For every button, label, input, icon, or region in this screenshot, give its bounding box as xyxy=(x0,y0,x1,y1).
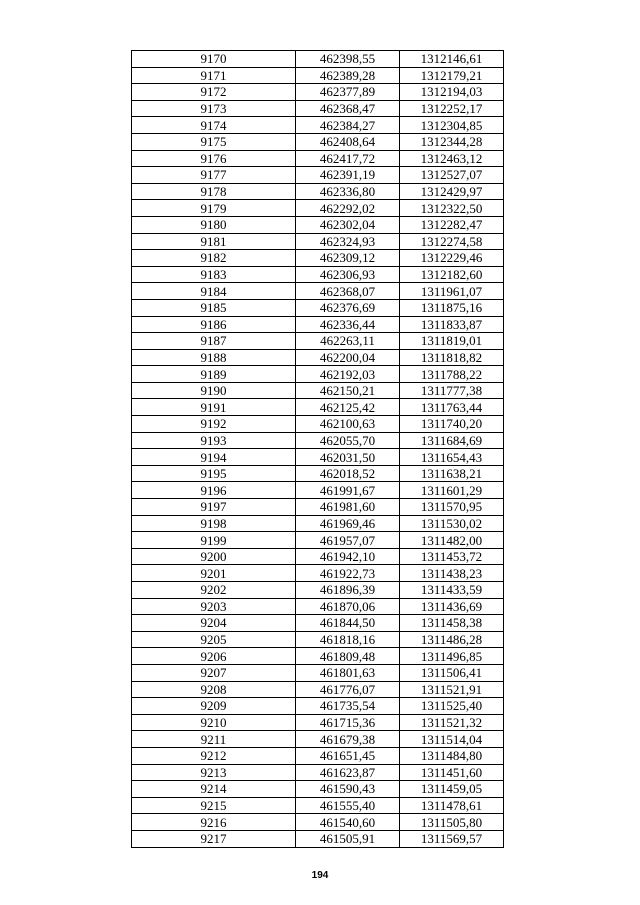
table-row xyxy=(132,67,504,84)
point-number-cell: 9205 xyxy=(132,631,296,648)
point-number-cell: 9198 xyxy=(132,515,296,532)
point-number-cell: 9175 xyxy=(132,133,296,150)
y-coordinate-cell: 1312304,85 xyxy=(400,117,504,134)
x-coordinate-cell: 461735,54 xyxy=(296,698,400,715)
x-coordinate-cell: 461623,87 xyxy=(296,764,400,781)
table-row xyxy=(132,233,504,250)
y-coordinate-cell: 1311788,22 xyxy=(400,366,504,383)
point-number-cell: 9195 xyxy=(132,465,296,482)
y-coordinate-cell: 1312463,12 xyxy=(400,150,504,167)
table-row xyxy=(132,349,504,366)
table-row xyxy=(132,814,504,831)
point-number-cell: 9199 xyxy=(132,532,296,549)
point-number-cell: 9194 xyxy=(132,449,296,466)
point-number-cell: 9207 xyxy=(132,664,296,681)
y-coordinate-cell: 1312527,07 xyxy=(400,167,504,184)
x-coordinate-cell: 461922,73 xyxy=(296,565,400,582)
table-row xyxy=(132,615,504,632)
x-coordinate-cell: 462384,27 xyxy=(296,117,400,134)
x-coordinate-cell: 462368,07 xyxy=(296,283,400,300)
point-number-cell: 9178 xyxy=(132,183,296,200)
x-coordinate-cell: 461590,43 xyxy=(296,781,400,798)
point-number-cell: 9180 xyxy=(132,216,296,233)
table-row xyxy=(132,515,504,532)
x-coordinate-cell: 462150,21 xyxy=(296,382,400,399)
x-coordinate-cell: 461505,91 xyxy=(296,830,400,847)
x-coordinate-cell: 461870,06 xyxy=(296,598,400,615)
table-row xyxy=(132,216,504,233)
x-coordinate-cell: 462031,50 xyxy=(296,449,400,466)
point-number-cell: 9186 xyxy=(132,316,296,333)
point-number-cell: 9201 xyxy=(132,565,296,582)
point-number-cell: 9179 xyxy=(132,200,296,217)
table-row xyxy=(132,781,504,798)
x-coordinate-cell: 461818,16 xyxy=(296,631,400,648)
point-number-cell: 9183 xyxy=(132,266,296,283)
point-number-cell: 9182 xyxy=(132,250,296,267)
table-row xyxy=(132,648,504,665)
y-coordinate-cell: 1311486,28 xyxy=(400,631,504,648)
point-number-cell: 9213 xyxy=(132,764,296,781)
y-coordinate-cell: 1311496,85 xyxy=(400,648,504,665)
table-row xyxy=(132,133,504,150)
y-coordinate-cell: 1311638,21 xyxy=(400,465,504,482)
table-row xyxy=(132,482,504,499)
table-row xyxy=(132,399,504,416)
point-number-cell: 9216 xyxy=(132,814,296,831)
x-coordinate-cell: 462398,55 xyxy=(296,51,400,68)
x-coordinate-cell: 462408,64 xyxy=(296,133,400,150)
table-row xyxy=(132,266,504,283)
y-coordinate-cell: 1311961,07 xyxy=(400,283,504,300)
x-coordinate-cell: 462200,04 xyxy=(296,349,400,366)
x-coordinate-cell: 461844,50 xyxy=(296,615,400,632)
x-coordinate-cell: 462377,89 xyxy=(296,84,400,101)
point-number-cell: 9170 xyxy=(132,51,296,68)
y-coordinate-cell: 1312229,46 xyxy=(400,250,504,267)
x-coordinate-cell: 462391,19 xyxy=(296,167,400,184)
point-number-cell: 9172 xyxy=(132,84,296,101)
point-number-cell: 9177 xyxy=(132,167,296,184)
point-number-cell: 9192 xyxy=(132,416,296,433)
y-coordinate-cell: 1311453,72 xyxy=(400,548,504,565)
table-row xyxy=(132,51,504,68)
table-row xyxy=(132,465,504,482)
y-coordinate-cell: 1312252,17 xyxy=(400,100,504,117)
table-row xyxy=(132,432,504,449)
x-coordinate-cell: 462125,42 xyxy=(296,399,400,416)
y-coordinate-cell: 1311521,91 xyxy=(400,681,504,698)
y-coordinate-cell: 1311654,43 xyxy=(400,449,504,466)
y-coordinate-cell: 1311433,59 xyxy=(400,582,504,599)
point-number-cell: 9200 xyxy=(132,548,296,565)
table-row xyxy=(132,167,504,184)
x-coordinate-cell: 462368,47 xyxy=(296,100,400,117)
x-coordinate-cell: 461942,10 xyxy=(296,548,400,565)
table-row xyxy=(132,416,504,433)
y-coordinate-cell: 1311438,23 xyxy=(400,565,504,582)
page-number: 194 xyxy=(311,870,329,881)
y-coordinate-cell: 1311570,95 xyxy=(400,499,504,516)
y-coordinate-cell: 1311601,29 xyxy=(400,482,504,499)
y-coordinate-cell: 1312344,28 xyxy=(400,133,504,150)
x-coordinate-cell: 462376,69 xyxy=(296,299,400,316)
y-coordinate-cell: 1311521,32 xyxy=(400,714,504,731)
y-coordinate-cell: 1311459,05 xyxy=(400,781,504,798)
y-coordinate-cell: 1311514,04 xyxy=(400,731,504,748)
y-coordinate-cell: 1311777,38 xyxy=(400,382,504,399)
point-number-cell: 9187 xyxy=(132,333,296,350)
x-coordinate-cell: 462389,28 xyxy=(296,67,400,84)
table-row xyxy=(132,200,504,217)
x-coordinate-cell: 461801,63 xyxy=(296,664,400,681)
x-coordinate-cell: 461540,60 xyxy=(296,814,400,831)
x-coordinate-cell: 462302,04 xyxy=(296,216,400,233)
point-number-cell: 9181 xyxy=(132,233,296,250)
point-number-cell: 9184 xyxy=(132,283,296,300)
table-row xyxy=(132,316,504,333)
y-coordinate-cell: 1311569,57 xyxy=(400,830,504,847)
point-number-cell: 9174 xyxy=(132,117,296,134)
table-row xyxy=(132,299,504,316)
point-number-cell: 9188 xyxy=(132,349,296,366)
y-coordinate-cell: 1311458,38 xyxy=(400,615,504,632)
table-row xyxy=(132,764,504,781)
y-coordinate-cell: 1311819,01 xyxy=(400,333,504,350)
table-row xyxy=(132,598,504,615)
y-coordinate-cell: 1311530,02 xyxy=(400,515,504,532)
point-number-cell: 9202 xyxy=(132,582,296,599)
y-coordinate-cell: 1311505,80 xyxy=(400,814,504,831)
point-number-cell: 9217 xyxy=(132,830,296,847)
y-coordinate-cell: 1311833,87 xyxy=(400,316,504,333)
x-coordinate-cell: 461555,40 xyxy=(296,797,400,814)
x-coordinate-cell: 462309,12 xyxy=(296,250,400,267)
x-coordinate-cell: 462306,93 xyxy=(296,266,400,283)
y-coordinate-cell: 1312146,61 xyxy=(400,51,504,68)
y-coordinate-cell: 1311684,69 xyxy=(400,432,504,449)
point-number-cell: 9193 xyxy=(132,432,296,449)
point-number-cell: 9191 xyxy=(132,399,296,416)
point-number-cell: 9176 xyxy=(132,150,296,167)
y-coordinate-cell: 1312194,03 xyxy=(400,84,504,101)
y-coordinate-cell: 1311763,44 xyxy=(400,399,504,416)
table-row xyxy=(132,117,504,134)
coordinates-table-body xyxy=(132,51,504,848)
y-coordinate-cell: 1312429,97 xyxy=(400,183,504,200)
point-number-cell: 9208 xyxy=(132,681,296,698)
table-row xyxy=(132,565,504,582)
point-number-cell: 9197 xyxy=(132,499,296,516)
table-row xyxy=(132,449,504,466)
table-row xyxy=(132,499,504,516)
x-coordinate-cell: 462055,70 xyxy=(296,432,400,449)
y-coordinate-cell: 1312274,58 xyxy=(400,233,504,250)
x-coordinate-cell: 461776,07 xyxy=(296,681,400,698)
table-row xyxy=(132,631,504,648)
table-row xyxy=(132,150,504,167)
table-row xyxy=(132,548,504,565)
y-coordinate-cell: 1311451,60 xyxy=(400,764,504,781)
y-coordinate-cell: 1311818,82 xyxy=(400,349,504,366)
x-coordinate-cell: 462336,44 xyxy=(296,316,400,333)
table-row xyxy=(132,532,504,549)
table-row xyxy=(132,681,504,698)
table-row xyxy=(132,731,504,748)
table-row xyxy=(132,797,504,814)
table-row xyxy=(132,366,504,383)
table-row xyxy=(132,582,504,599)
y-coordinate-cell: 1311436,69 xyxy=(400,598,504,615)
y-coordinate-cell: 1312322,50 xyxy=(400,200,504,217)
y-coordinate-cell: 1312282,47 xyxy=(400,216,504,233)
x-coordinate-cell: 462292,02 xyxy=(296,200,400,217)
x-coordinate-cell: 461715,36 xyxy=(296,714,400,731)
y-coordinate-cell: 1311484,80 xyxy=(400,747,504,764)
y-coordinate-cell: 1311875,16 xyxy=(400,299,504,316)
point-number-cell: 9171 xyxy=(132,67,296,84)
x-coordinate-cell: 462336,80 xyxy=(296,183,400,200)
point-number-cell: 9204 xyxy=(132,615,296,632)
table-row xyxy=(132,250,504,267)
table-row xyxy=(132,698,504,715)
point-number-cell: 9185 xyxy=(132,299,296,316)
point-number-cell: 9206 xyxy=(132,648,296,665)
x-coordinate-cell: 462018,52 xyxy=(296,465,400,482)
x-coordinate-cell: 462192,03 xyxy=(296,366,400,383)
table-row xyxy=(132,747,504,764)
y-coordinate-cell: 1311482,00 xyxy=(400,532,504,549)
x-coordinate-cell: 461981,60 xyxy=(296,499,400,516)
point-number-cell: 9189 xyxy=(132,366,296,383)
x-coordinate-cell: 461679,38 xyxy=(296,731,400,748)
y-coordinate-cell: 1312182,60 xyxy=(400,266,504,283)
x-coordinate-cell: 462263,11 xyxy=(296,333,400,350)
y-coordinate-cell: 1311525,40 xyxy=(400,698,504,715)
y-coordinate-cell: 1311740,20 xyxy=(400,416,504,433)
table-row xyxy=(132,84,504,101)
x-coordinate-cell: 461969,46 xyxy=(296,515,400,532)
table-row xyxy=(132,183,504,200)
table-row xyxy=(132,333,504,350)
x-coordinate-cell: 462324,93 xyxy=(296,233,400,250)
x-coordinate-cell: 461651,45 xyxy=(296,747,400,764)
x-coordinate-cell: 461957,07 xyxy=(296,532,400,549)
table-row xyxy=(132,714,504,731)
point-number-cell: 9203 xyxy=(132,598,296,615)
y-coordinate-cell: 1312179,21 xyxy=(400,67,504,84)
x-coordinate-cell: 462417,72 xyxy=(296,150,400,167)
table-row xyxy=(132,382,504,399)
x-coordinate-cell: 462100,63 xyxy=(296,416,400,433)
point-number-cell: 9211 xyxy=(132,731,296,748)
point-number-cell: 9173 xyxy=(132,100,296,117)
table-row xyxy=(132,283,504,300)
table-row xyxy=(132,664,504,681)
y-coordinate-cell: 1311506,41 xyxy=(400,664,504,681)
point-number-cell: 9196 xyxy=(132,482,296,499)
table-row xyxy=(132,830,504,847)
x-coordinate-cell: 461991,67 xyxy=(296,482,400,499)
point-number-cell: 9214 xyxy=(132,781,296,798)
point-number-cell: 9212 xyxy=(132,747,296,764)
point-number-cell: 9210 xyxy=(132,714,296,731)
point-number-cell: 9190 xyxy=(132,382,296,399)
coordinates-table xyxy=(131,50,504,848)
x-coordinate-cell: 461809,48 xyxy=(296,648,400,665)
point-number-cell: 9209 xyxy=(132,698,296,715)
y-coordinate-cell: 1311478,61 xyxy=(400,797,504,814)
table-row xyxy=(132,100,504,117)
x-coordinate-cell: 461896,39 xyxy=(296,582,400,599)
point-number-cell: 9215 xyxy=(132,797,296,814)
